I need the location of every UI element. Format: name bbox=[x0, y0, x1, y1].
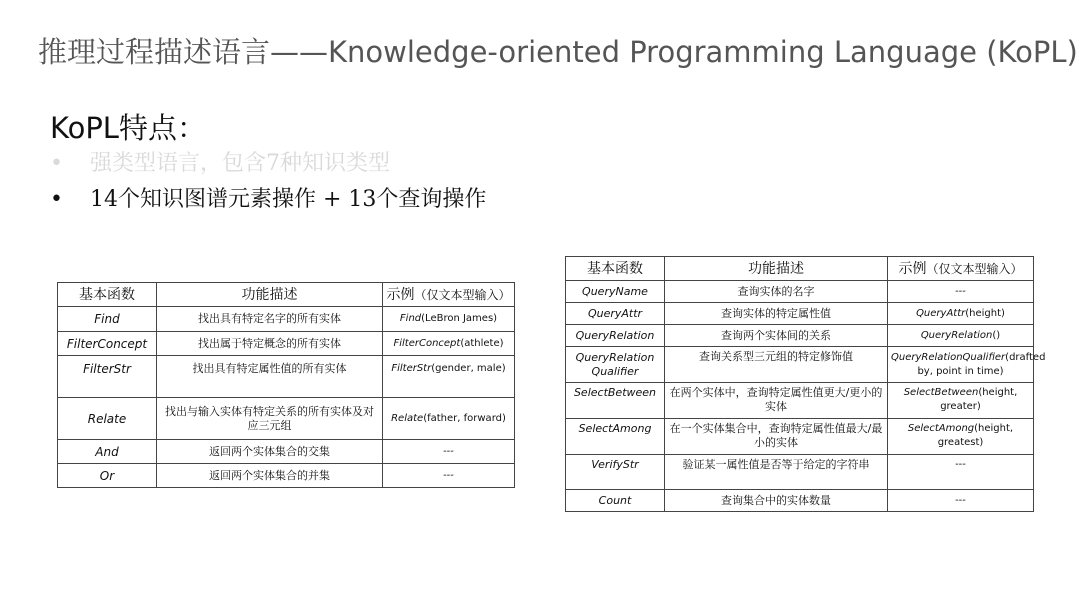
header-example bbox=[383, 283, 515, 307]
function-description: 验证某一属性值是否等于给定的字符串 bbox=[665, 455, 888, 490]
header-example-label: 示例 bbox=[898, 260, 927, 277]
function-example bbox=[888, 455, 1034, 490]
function-name: FilterStr bbox=[58, 356, 157, 398]
example-function: SelectBetween bbox=[903, 387, 979, 398]
function-example bbox=[383, 356, 515, 398]
function-name: Relate bbox=[58, 398, 157, 440]
function-name: QueryRelation Qualifier bbox=[566, 347, 665, 383]
function-name: FilterConcept bbox=[58, 332, 157, 356]
table-row bbox=[58, 356, 515, 398]
function-description: 在一个实体集合中，查询特定属性值最大/最小的实体 bbox=[665, 419, 888, 455]
function-name: And bbox=[58, 440, 157, 464]
example-args: () bbox=[992, 329, 1001, 341]
bullet-item bbox=[50, 182, 486, 218]
example-function: QueryRelationQualifier bbox=[891, 351, 1006, 363]
example-function: SelectAmong bbox=[907, 423, 975, 434]
function-description: 查询集合中的实体数量 bbox=[665, 490, 888, 512]
function-description: 查询关系型三元组的特定修饰值 bbox=[665, 347, 888, 383]
element-operations-table bbox=[57, 282, 515, 488]
function-example bbox=[888, 347, 1046, 383]
example-args: --- bbox=[443, 469, 454, 481]
example-args: (father, forward) bbox=[423, 412, 506, 424]
function-name: QueryAttr bbox=[566, 303, 665, 325]
function-description: 在两个实体中，查询特定属性值更大/更小的实体 bbox=[665, 383, 888, 419]
function-example bbox=[888, 303, 1034, 325]
example-args: (athlete) bbox=[460, 337, 504, 349]
function-name: Find bbox=[58, 307, 157, 332]
function-example bbox=[383, 464, 515, 488]
table-row bbox=[58, 307, 515, 332]
example-args: (gender, male) bbox=[431, 363, 506, 374]
example-args: (height, greater) bbox=[940, 387, 1018, 412]
function-name: Or bbox=[58, 464, 157, 488]
function-description: 查询实体的特定属性值 bbox=[665, 303, 888, 325]
table-row bbox=[58, 440, 515, 464]
table-row bbox=[58, 332, 515, 356]
function-description: 找出具有特定名字的所有实体 bbox=[157, 307, 383, 332]
table-row bbox=[566, 347, 1034, 383]
table-header-row bbox=[58, 283, 515, 307]
function-example bbox=[888, 281, 1034, 303]
header-description: 功能描述 bbox=[157, 283, 383, 307]
example-function: QueryAttr bbox=[916, 307, 966, 319]
table-row bbox=[566, 303, 1034, 325]
example-function: FilterConcept bbox=[393, 337, 461, 349]
bullet-text: 14个知识图谱元素操作 + 13个查询操作 bbox=[90, 187, 487, 212]
example-function: Relate bbox=[391, 412, 424, 424]
example-function: FilterStr bbox=[391, 363, 432, 374]
bullet-dot: • bbox=[50, 187, 63, 212]
example-function: QueryRelation bbox=[920, 329, 993, 341]
example-function: Find bbox=[399, 313, 422, 324]
function-example bbox=[383, 332, 515, 356]
function-description: 找出属于特定概念的所有实体 bbox=[157, 332, 383, 356]
function-name: QueryRelation bbox=[566, 325, 665, 347]
function-name: SelectAmong bbox=[566, 419, 665, 455]
slide-title: 推理过程描述语言——Knowledge-oriented Programming Language (KoPL) bbox=[38, 35, 1078, 69]
bullet-item bbox=[50, 146, 486, 182]
table-row bbox=[566, 383, 1034, 419]
header-example-note: （仅文本型输入） bbox=[414, 287, 511, 302]
function-example bbox=[383, 440, 515, 464]
function-example bbox=[383, 307, 515, 332]
function-example bbox=[888, 383, 1034, 419]
example-args: --- bbox=[443, 445, 454, 457]
function-example bbox=[888, 490, 1034, 512]
function-name: SelectBetween bbox=[566, 383, 665, 419]
function-description: 返回两个实体集合的并集 bbox=[157, 464, 383, 488]
function-description: 找出具有特定属性值的所有实体 bbox=[157, 356, 383, 398]
example-args: --- bbox=[955, 459, 966, 470]
function-example bbox=[383, 398, 515, 440]
table-row bbox=[566, 490, 1034, 512]
query-operations-table bbox=[565, 256, 1046, 512]
table-row bbox=[566, 325, 1034, 347]
example-args: (LeBron James) bbox=[421, 313, 498, 324]
table-header-row bbox=[566, 257, 1034, 281]
table-row bbox=[566, 419, 1034, 455]
function-example bbox=[888, 325, 1034, 347]
function-name: VerifyStr bbox=[566, 455, 665, 490]
example-args: --- bbox=[955, 285, 966, 297]
bullet-text: 强类型语言，包含7种知识类型 bbox=[90, 151, 390, 176]
example-args: (drafted by, point in time) bbox=[917, 351, 1046, 377]
table-row bbox=[58, 464, 515, 488]
header-function: 基本函数 bbox=[566, 257, 665, 281]
section-heading: KoPL特点： bbox=[50, 111, 206, 145]
bullet-dot: • bbox=[50, 151, 63, 176]
header-example bbox=[888, 257, 1034, 281]
function-description: 查询实体的名字 bbox=[665, 281, 888, 303]
function-description: 查询两个实体间的关系 bbox=[665, 325, 888, 347]
example-args: (height) bbox=[965, 307, 1005, 319]
table-row bbox=[566, 281, 1034, 303]
function-description: 找出与输入实体有特定关系的所有实体及对应三元组 bbox=[157, 398, 383, 440]
feature-list bbox=[50, 146, 486, 218]
function-name: Count bbox=[566, 490, 665, 512]
header-example-label: 示例 bbox=[386, 286, 415, 303]
example-args: --- bbox=[955, 494, 966, 506]
function-name: QueryName bbox=[566, 281, 665, 303]
function-example bbox=[888, 419, 1034, 455]
example-args: (height, greatest) bbox=[937, 423, 1014, 448]
header-function: 基本函数 bbox=[58, 283, 157, 307]
function-description: 返回两个实体集合的交集 bbox=[157, 440, 383, 464]
header-example-note: （仅文本型输入） bbox=[926, 261, 1023, 276]
header-description: 功能描述 bbox=[665, 257, 888, 281]
table-row bbox=[58, 398, 515, 440]
table-row bbox=[566, 455, 1034, 490]
